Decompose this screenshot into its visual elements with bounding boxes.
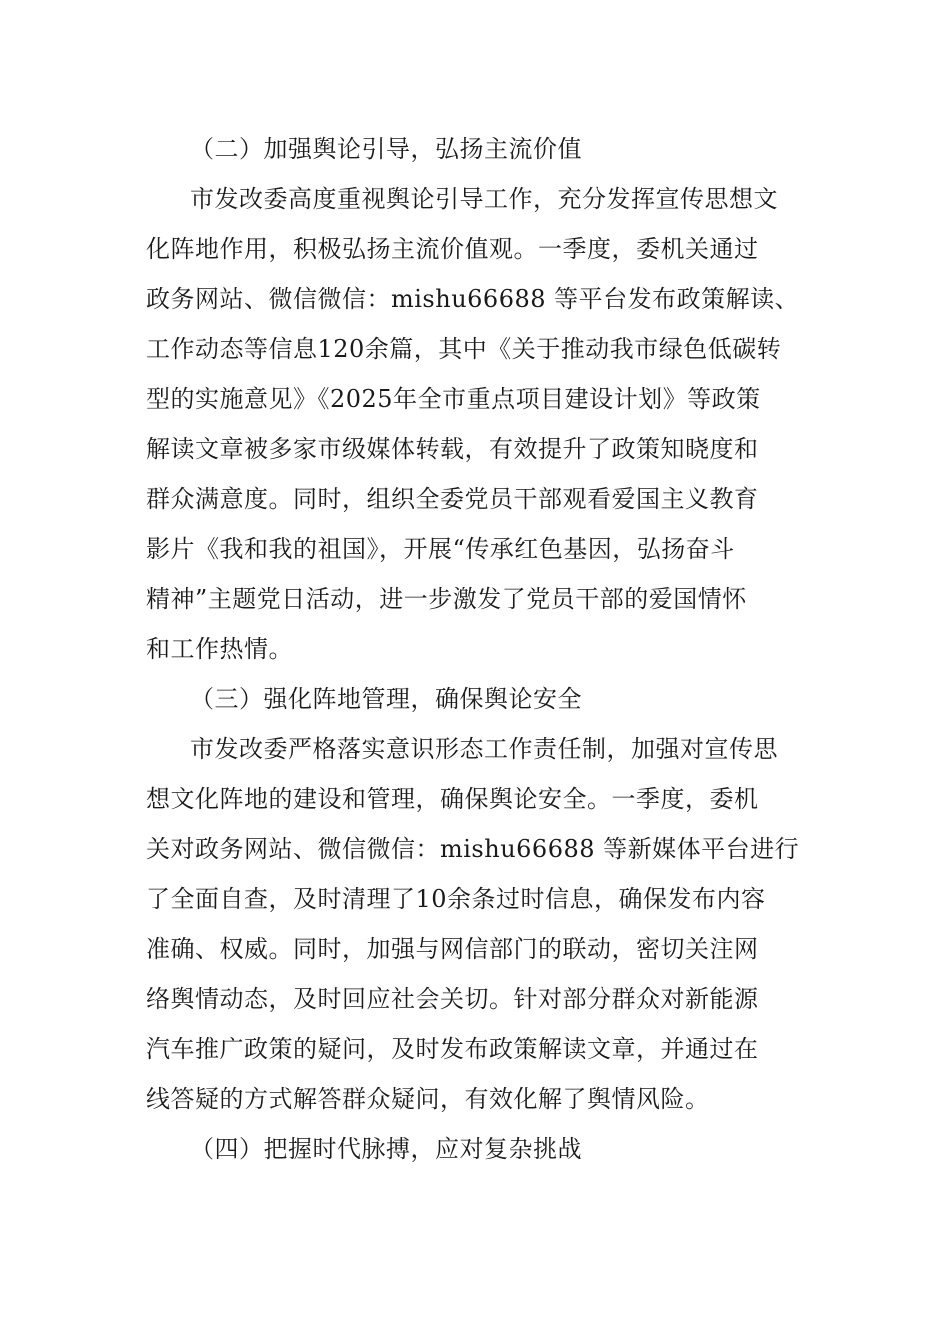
paragraph-line: 关对政务网站、微信微信：mishu66688 等新媒体平台进行 <box>146 835 800 863</box>
paragraph-line: 政务网站、微信微信：mishu66688 等平台发布政策解读、 <box>146 285 800 313</box>
paragraph-line: 市发改委严格落实意识形态工作责任制，加强对宣传思 <box>190 735 778 763</box>
document-body <box>146 124 806 1174</box>
paragraph-line: 准确、权威。同时，加强与网信部门的联动，密切关注网 <box>146 935 759 963</box>
paragraph-line: 工作动态等信息120余篇，其中《关于推动我市绿色低碳转 <box>146 335 782 363</box>
paragraph-line: 想文化阵地的建设和管理，确保舆论安全。一季度，委机 <box>146 785 759 813</box>
paragraph-line: 络舆情动态，及时回应社会关切。针对部分群众对新能源 <box>146 985 759 1013</box>
paragraph-line: 精神”主题党日活动，进一步激发了党员干部的爱国情怀 <box>146 585 747 613</box>
paragraph-line: 解读文章被多家市级媒体转载，有效提升了政策知晓度和 <box>146 435 759 463</box>
paragraph-line: 影片《我和我的祖国》，开展“传承红色基因，弘扬奋斗 <box>146 535 735 563</box>
paragraph-line: 和工作热情。 <box>146 635 293 663</box>
paragraph-line: 了全面自查，及时清理了10余条过时信息，确保发布内容 <box>146 885 766 913</box>
paragraph-line: 群众满意度。同时，组织全委党员干部观看爱国主义教育 <box>146 485 759 513</box>
section-heading: （三）强化阵地管理，确保舆论安全 <box>190 685 582 713</box>
paragraph-line: 型的实施意见》《2025年全市重点项目建设计划》等政策 <box>146 385 761 413</box>
paragraph-line: 线答疑的方式解答群众疑问，有效化解了舆情风险。 <box>146 1085 710 1113</box>
section-heading: （四）把握时代脉搏，应对复杂挑战 <box>190 1135 582 1163</box>
paragraph-line: 汽车推广政策的疑问，及时发布政策解读文章，并通过在 <box>146 1035 759 1063</box>
paragraph-line: 市发改委高度重视舆论引导工作，充分发挥宣传思想文 <box>190 185 778 213</box>
paragraph-line: 化阵地作用，积极弘扬主流价值观。一季度，委机关通过 <box>146 235 759 263</box>
section-heading: （二）加强舆论引导，弘扬主流价值 <box>190 135 582 163</box>
